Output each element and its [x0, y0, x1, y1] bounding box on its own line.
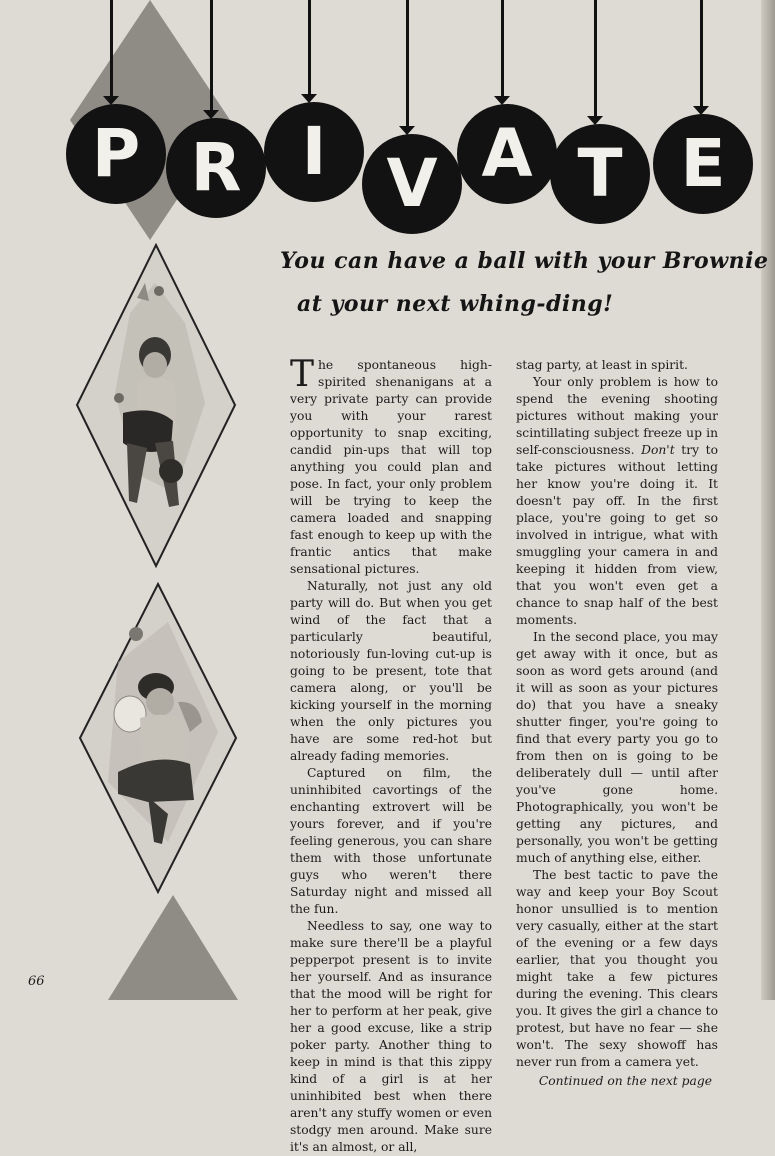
ornament-ball-e — [653, 114, 753, 214]
photo-diamond-bottom — [78, 582, 238, 894]
text-column-2 — [516, 357, 718, 1090]
paragraph: In the second place, you may get away with it once, but as soon as word gets around (and it will as soon as your pictures do) that you have a sneaky shutter finger, you're going to find that every party you go to from then on is going to be deliberately dull — until after you've gone home. Photographically, you won't be getting any pictures, and personally, you won't be getting much of anything else, either. — [516, 630, 718, 865]
paragraph: stag party, at least in spirit. — [516, 358, 688, 372]
ornament-ball-v — [362, 134, 462, 234]
paragraph — [516, 374, 718, 629]
title-letter: R — [190, 129, 242, 206]
title-letter: A — [481, 115, 533, 192]
subtitle-line-1: You can have a ball with your Brownie — [280, 248, 769, 274]
paragraph: Needless to say, one way to make sure there'll be a playful pepperpot present is to invite her yourself. And as insurance that the mood will be right for her to perform at her peak, give her a good excuse, like a strip poker party. Another thing to keep in mind is that this zippy kind of a girl is at her uninhibited best when there aren't any stuffy women or even stodgy men around. Make sure it's an almost, or all, — [290, 919, 492, 1154]
ornament-ball-t — [550, 124, 650, 224]
ornament-ball-a — [457, 104, 557, 204]
paragraph-text: try to take pictures without letting her know you're doing it. It doesn't pay off. In the first place, you're going to get so involved in intrigue, what with smuggling your camera in and keeping it hidden from view, that you won't even get a chance to snap half of the best moments. — [516, 443, 718, 627]
subtitle-line-2: at your next whing-ding! — [297, 291, 614, 317]
paragraph: Naturally, not just any old party will do. But when you get wind of the fact that a particularly beautiful, notoriously fun-loving cut-up is going to be present, tote that camera along, or you'll be kicking yourself in the morning when the only pictures you have are some red-hot but already fading memories. — [290, 579, 492, 763]
ornament-string — [501, 0, 504, 96]
page-gutter-shadow — [761, 0, 775, 1000]
ornament-ball-i — [264, 102, 364, 202]
title-letter: T — [577, 135, 623, 212]
title-letter: I — [301, 113, 327, 190]
ornament-string — [308, 0, 311, 94]
title-letter: V — [386, 145, 438, 222]
paragraph: The best tactic to pave the way and keep your Boy Scout honor unsullied is to mention very casually, either at the start of the evening or a few days earlier, that you thought you might take a few pictures during the evening. This clears you. It gives the girl a chance to protest, but have no fear — she won't. The sexy showoff has never run from a camera yet. — [516, 868, 718, 1069]
paragraph-text: he spontaneous high-spirited shenanigans at a very private party can provide you with your rarest opportunity to snap exciting, candid pin-ups that will top anything you could plan and pose. In fact, your only problem will be trying to keep the camera loaded and snapping fast enough to keep up with the frantic antics that make sensational pictures. — [290, 358, 492, 576]
paragraph: Captured on film, the uninhibited cavortings of the enchanting extrovert will be yours forever, and if you're feeling generous, you can share them with those unfortunate guys who weren't there Saturday night and missed all the fun. — [290, 766, 492, 916]
ornament-ball-p — [66, 104, 166, 204]
title-letter: P — [91, 115, 141, 192]
title-letter: E — [680, 125, 726, 202]
ornament-string — [110, 0, 113, 96]
drop-cap: T — [290, 354, 315, 395]
photo-diamond-top — [75, 243, 237, 568]
ornament-string — [594, 0, 597, 116]
emphasis-text: Don't — [641, 443, 675, 457]
page-number: 66 — [28, 974, 45, 989]
paragraph — [290, 354, 492, 578]
paragraph-text: Your only problem is how to spend the evening shooting pictures without making your scintillating subject freeze up in self-consciousness. — [516, 375, 718, 457]
ornament-string — [700, 0, 703, 106]
ornament-ball-r — [166, 118, 266, 218]
bottom-gray-diamond — [108, 895, 238, 1000]
ornament-string — [210, 0, 213, 110]
continued-note: Continued on the next page — [538, 1074, 712, 1088]
text-column-1 — [290, 354, 492, 1156]
ornament-string — [406, 0, 409, 126]
